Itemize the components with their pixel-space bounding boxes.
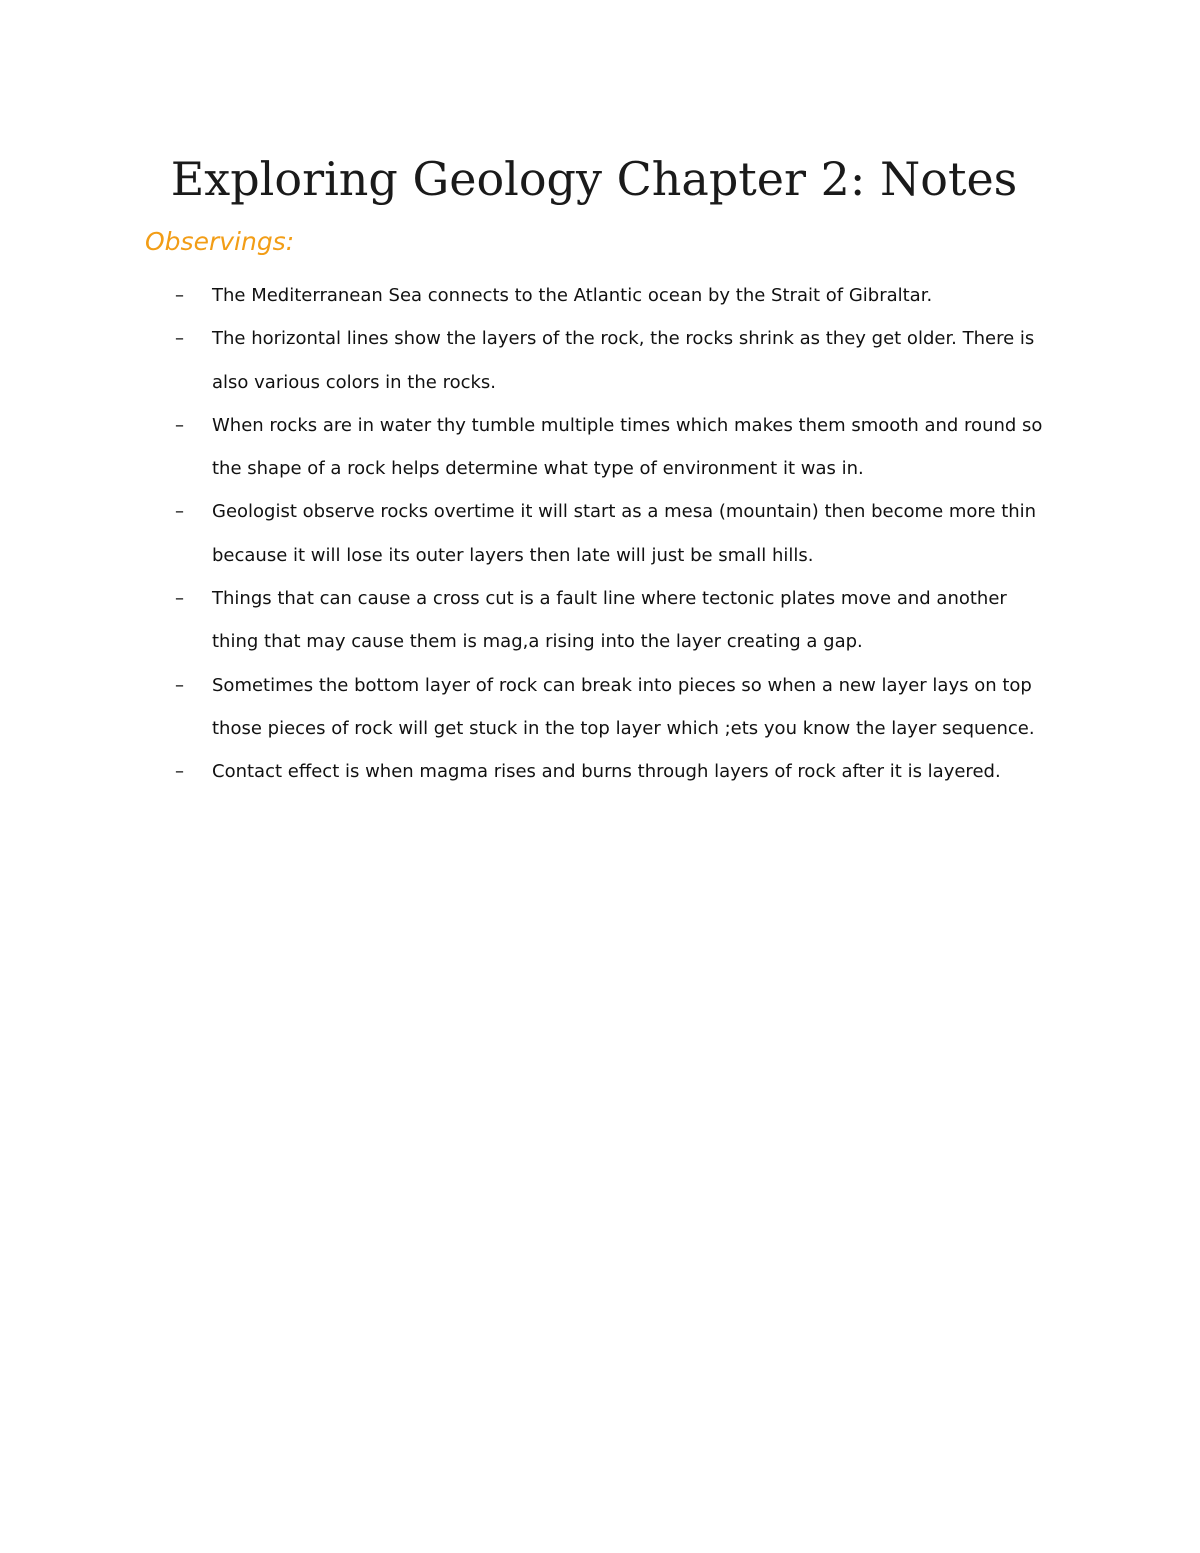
list-item (175, 664, 1055, 751)
list-item (175, 274, 1055, 317)
note-text: The Mediterranean Sea connects to the Atlantic ocean by the Strait of Gibraltar. (212, 285, 933, 306)
dash-bullet-icon: – (175, 328, 184, 350)
note-text: Geologist observe rocks overtime it will start as a mesa (mountain) then become more thin because it will lose its outer layers then late will just be small hills. (212, 501, 1037, 566)
notes-list (175, 274, 1055, 794)
section-heading-observings: Observings: (145, 227, 295, 256)
document-title: Exploring Geology Chapter 2: Notes (170, 152, 1018, 206)
dash-bullet-icon: – (175, 588, 184, 610)
note-text: The horizontal lines show the layers of the rock, the rocks shrink as they get older. There is also various colors in the rocks. (212, 328, 1035, 393)
dash-bullet-icon: – (175, 674, 184, 696)
note-text: When rocks are in water thy tumble multiple times which makes them smooth and round so the shape of a rock helps determine what type of environment it was in. (212, 414, 1043, 480)
note-text: Things that can cause a cross cut is a fault line where tectonic plates move and another thing that may cause them is mag,a rising into the layer creating a gap. (212, 588, 1007, 653)
dash-bullet-icon: – (175, 414, 184, 436)
dash-bullet-icon: – (175, 761, 184, 783)
note-text: Sometimes the bottom layer of rock can break into pieces so when a new layer lays on top those pieces of rock will get stuck in the top layer which ;ets you know the layer sequence. (212, 674, 1035, 739)
list-item (175, 577, 1055, 664)
note-text: Contact effect is when magma rises and burns through layers of rock after it is layered. (212, 761, 1001, 783)
list-item (175, 404, 1055, 491)
list-item (175, 750, 1055, 793)
list-item (175, 490, 1055, 577)
dash-bullet-icon: – (175, 501, 184, 523)
list-item (175, 317, 1055, 404)
dash-bullet-icon: – (175, 285, 184, 306)
